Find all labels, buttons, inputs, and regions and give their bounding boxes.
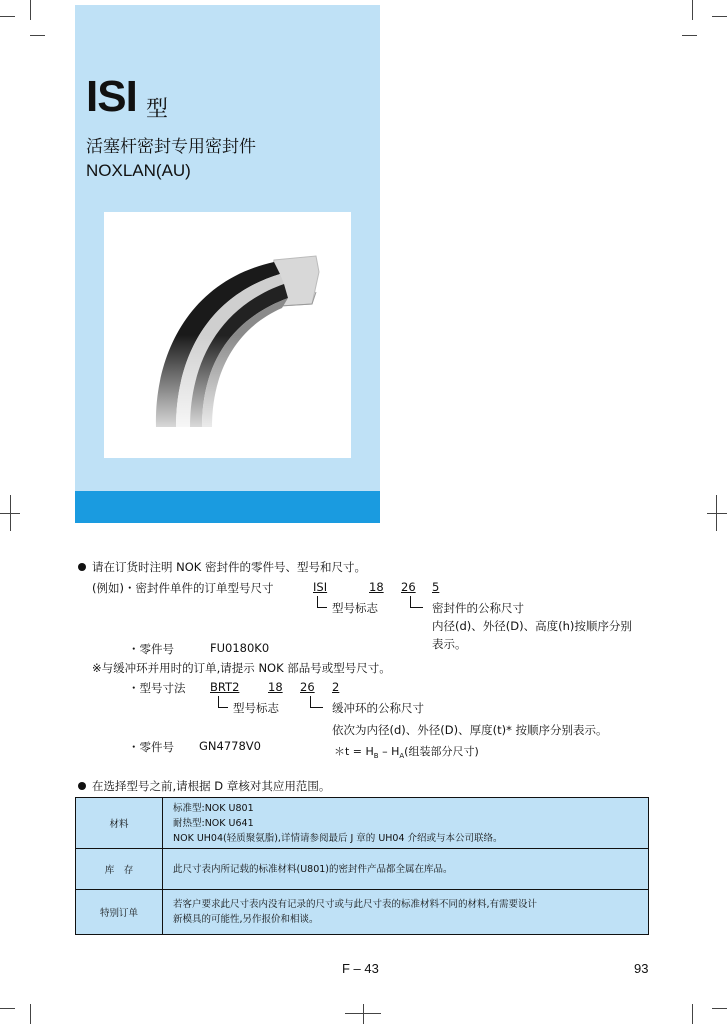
pointer-line — [317, 596, 327, 608]
crop-mark — [682, 35, 697, 36]
model-title: ISI — [86, 72, 137, 121]
buffer-size-label: ・型号寸法 — [128, 681, 186, 695]
pointer-line — [310, 696, 323, 708]
crop-mark — [712, 1008, 727, 1009]
row-value — [163, 890, 649, 935]
formula-start: ＊t = H — [334, 745, 374, 758]
row-label: 库 存 — [76, 849, 163, 890]
buffer-code-d: 18 — [268, 680, 283, 694]
crop-mark — [712, 16, 727, 17]
registration-mark — [363, 1004, 364, 1024]
crop-mark — [30, 35, 45, 36]
type-mark-label: 型号标志 — [332, 601, 378, 615]
registration-mark — [707, 513, 727, 514]
example-code-D: 26 — [401, 580, 416, 594]
row-label: 材料 — [76, 798, 163, 849]
order-instruction: 请在订货时注明 NOK 密封件的零件号、型号和尺寸。 — [92, 560, 367, 574]
buffer-code-model: BRT2 — [210, 680, 240, 694]
crop-mark — [30, 1004, 31, 1024]
buffer-part-label: ・零件号 — [128, 740, 174, 754]
title-panel-bar — [75, 491, 380, 523]
seal-photo — [104, 212, 351, 458]
spec-table — [75, 797, 649, 935]
row-line: 新模具的可能性,另作报价和相谈。 — [173, 914, 319, 925]
formula-sub-a: A — [399, 752, 405, 761]
seal-image — [104, 212, 351, 458]
buffer-nominal-label: 缓冲环的公称尺寸 — [332, 701, 424, 715]
thickness-formula — [334, 743, 479, 760]
example-label: (例如)・密封件单件的订单型号尺寸 — [92, 581, 274, 595]
example-code-model: ISI — [313, 580, 328, 594]
nominal-size-desc: 表示。 — [432, 637, 467, 651]
row-line: NOK UH04(轻质聚氨脂),详情请参阅最后 J 章的 UH04 介绍或与本公司联络。 — [173, 832, 503, 844]
crop-mark — [692, 0, 693, 20]
crop-mark — [0, 16, 15, 17]
nominal-size-desc: 内径(d)、外径(D)、高度(h)按顺序分别 — [432, 619, 632, 633]
section-page-number: F – 43 — [342, 961, 379, 976]
row-line: 此尺寸表内所记载的标准材料(U801)的密封件产品都全属在库品。 — [173, 863, 453, 875]
row-value — [163, 798, 649, 849]
row-line: 耐热型:NOK U641 — [173, 817, 254, 829]
table-row — [76, 849, 649, 890]
bullet — [78, 563, 86, 571]
check-note: 在选择型号之前,请根据 D 章核对其应用范围。 — [92, 779, 331, 793]
part-number-label: ・零件号 — [128, 642, 174, 656]
registration-mark — [10, 495, 11, 531]
buffer-part-value: GN4778V0 — [199, 739, 261, 753]
table-row — [76, 890, 649, 935]
part-number-value: FU0180K0 — [210, 641, 270, 655]
formula-tail: (组装部分尺寸) — [404, 745, 479, 758]
row-line: 标准型:NOK U801 — [173, 802, 254, 814]
formula-mid: – H — [378, 745, 400, 758]
bullet — [78, 782, 86, 790]
product-subtitle: 活塞杆密封专用密封件 — [86, 137, 256, 157]
crop-mark — [692, 1004, 693, 1024]
pointer-line — [218, 696, 228, 708]
table-row — [76, 798, 649, 849]
pointer-line — [410, 596, 423, 608]
buffer-code-t: 2 — [332, 680, 340, 694]
example-code-d: 18 — [369, 580, 384, 594]
nominal-size-label: 密封件的公称尺寸 — [432, 601, 524, 615]
row-label: 特别订单 — [76, 890, 163, 935]
registration-mark — [716, 495, 717, 531]
buffer-nominal-desc: 依次为内径(d)、外径(D)、厚度(t)* 按顺序分别表示。 — [332, 723, 608, 737]
page-number: 93 — [634, 961, 649, 976]
crop-mark — [30, 0, 31, 20]
buffer-code-D: 26 — [300, 680, 315, 694]
material-name: NOXLAN(AU) — [86, 161, 191, 180]
crop-mark — [0, 1008, 15, 1009]
buffer-note: ※与缓冲环并用时的订单,请提示 NOK 部品号或型号尺寸。 — [92, 661, 391, 675]
row-value — [163, 849, 649, 890]
row-line: 若客户要求此尺寸表内没有记录的尺寸或与此尺寸表的标准材料不同的材料,有需要设计 — [173, 899, 538, 910]
example-code-h: 5 — [432, 580, 440, 594]
buffer-type-mark-label: 型号标志 — [233, 701, 279, 715]
formula-sub-b: B — [373, 752, 379, 761]
model-suffix: 型 — [146, 97, 169, 122]
